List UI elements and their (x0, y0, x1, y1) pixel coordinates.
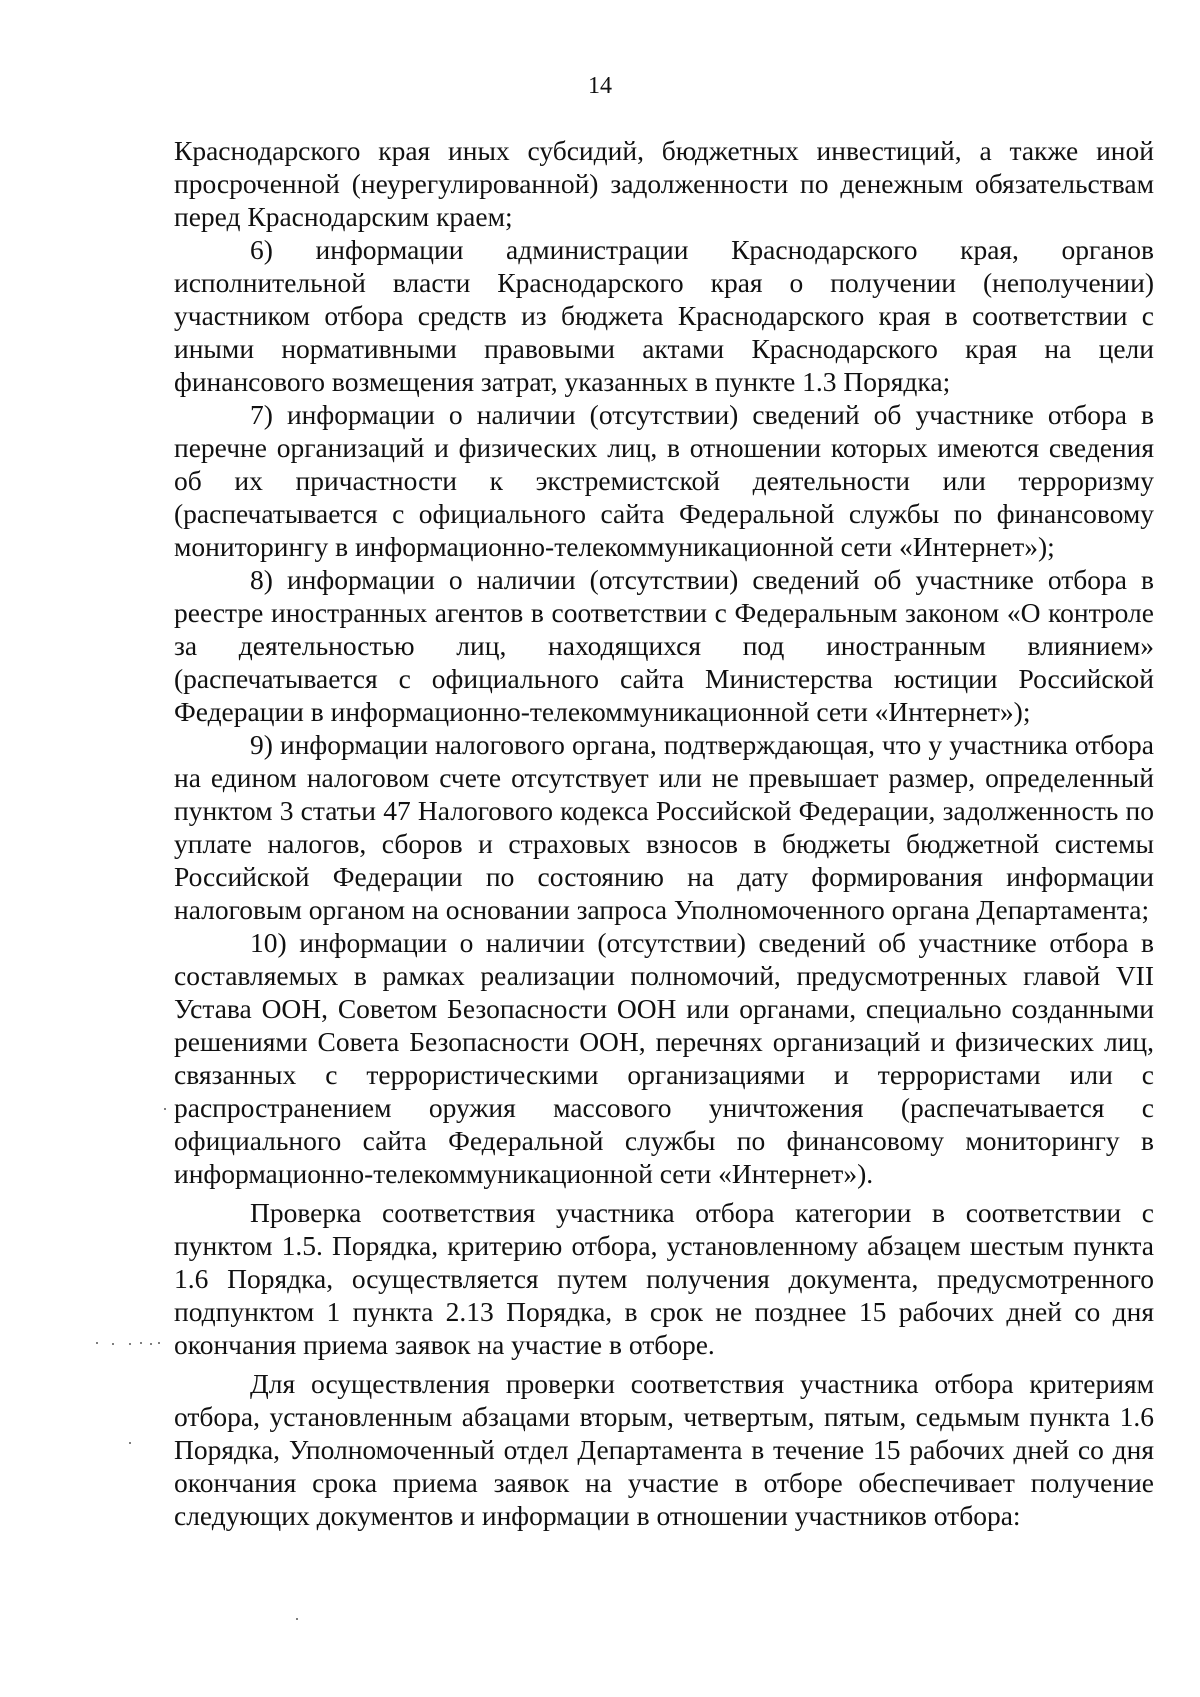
paragraph-criteria-check: Для осуществления проверки соответствия участника отбора критериям отбора, установленным абзацами вторым, четвертым, пятым, седьмым пункта 1.6 Порядка, Уполномоченный отдел Департамента в течение 15 рабочих дней со дня окончания срока приема заявок на участие в отборе обеспечивает получение следующих документов и информации в отношении участников отбора: (174, 1368, 1154, 1531)
scan-speck (158, 1342, 160, 1344)
scan-speck (129, 1343, 131, 1345)
paragraph-item-7: 7) информации о наличии (отсутствии) сведений об участнике отбора в перечне организаций и физических лиц, в отношении которых имеются сведения об их причастности к экстремистской деятельности или терроризму (распечатывается с официального сайта Федеральной службы по финансовому мониторингу в информационно-телекоммуникационной сети «Интернет»); (174, 399, 1154, 562)
scan-speck (129, 1442, 131, 1444)
scan-speck (112, 1343, 114, 1345)
scan-speck (140, 1342, 142, 1344)
paragraph-item-6: 6) информации администрации Краснодарского края, органов исполнительной власти Краснодарского края о получении (неполучении) участником отбора средств из бюджета Краснодарского края в соответствии с иными нормативными правовыми актами Краснодарского края на цели финансового возмещения затрат, указанных в пункте 1.3 Порядка; (174, 234, 1154, 397)
paragraph-item-10: 10) информации о наличии (отсутствии) сведений об участнике отбора в составляемых в рамках реализации полномочий, предусмотренных главой VII Устава ООН, Советом Безопасности ООН или органами, специально созданными решениями Совета Безопасности ООН, перечнях организаций и физических лиц, связанных с террористическими организациями и террористами или с распространением оружия массового уничтожения (распечатывается с официального сайта Федеральной службы по финансовому мониторингу в информационно-телекоммуникационной сети «Интернет»). (174, 927, 1154, 1189)
paragraph-item-8: 8) информации о наличии (отсутствии) сведений об участнике отбора в реестре иностранных агентов в соответствии с Федеральным законом «О контроле за деятельностью лиц, находящихся под иностранным влиянием» (распечатывается с официального сайта Министерства юстиции Российской Федерации в информационно-телекоммуникационной сети «Интернет»); (174, 564, 1154, 727)
scan-speck (164, 1108, 166, 1110)
scan-speck (150, 1343, 152, 1345)
scan-speck (96, 1342, 98, 1344)
paragraph-continuation: Краснодарского края иных субсидий, бюджетных инвестиций, а также иной просроченной (неурегулированной) задолженности по денежным обязательствам перед Краснодарским краем; (174, 135, 1154, 232)
page-number: 14 (588, 73, 612, 99)
paragraph-item-9: 9) информации налогового органа, подтверждающая, что у участника отбора на едином налоговом счете отсутствует или не превышает размер, определенный пунктом 3 статьи 47 Налогового кодекса Российской Федерации, задолженность по уплате налогов, сборов и страховых взносов в бюджеты бюджетной системы Российской Федерации по состоянию на дату формирования информации налоговым органом на основании запроса Уполномоченного органа Департамента; (174, 729, 1154, 925)
scan-speck (296, 1618, 298, 1620)
document-body (174, 134, 1154, 1532)
paragraph-category-check: Проверка соответствия участника отбора категории в соответствии с пунктом 1.5. Порядка, критерию отбора, установленному абзацем шестым пункта 1.6 Порядка, осуществляется путем получения документа, предусмотренного подпунктом 1 пункта 2.13 Порядка, в срок не позднее 15 рабочих дней со дня окончания приема заявок на участие в отборе. (174, 1197, 1154, 1360)
